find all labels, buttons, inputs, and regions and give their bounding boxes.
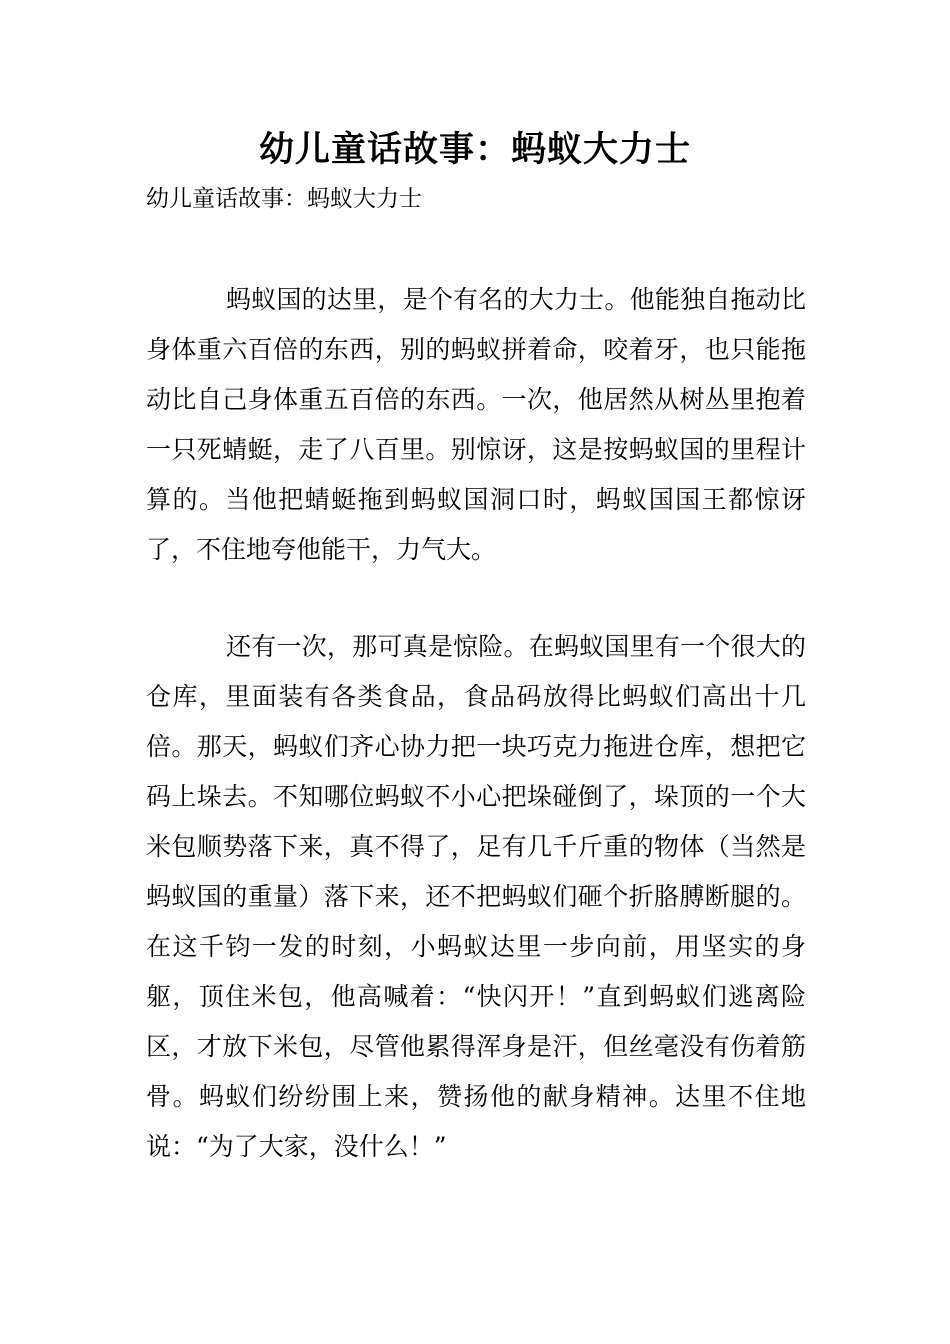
story-paragraph-2: 还有一次，那可真是惊险。在蚂蚁国里有一个很大的仓库，里面装有各类食品，食品码放得比蚂蚁们高出十几倍。那天，蚂蚁们齐心协力把一块巧克力拖进仓库，想把它码上垛去。不知哪位蚂蚁不小心把垛碰倒了，垛顶的一个大米包顺势落下来，真不得了，足有几千斤重的物体（当然是蚂蚁国的重量）落下来，还不把蚂蚁们砸个折胳膊断腿的。在这千钧一发的时刻，小蚂蚁达里一步向前，用坚实的身躯，顶住米包，他高喊着：“快闪开！”直到蚂蚁们逃离险区，才放下米包，尽管他累得浑身是汗，但丝毫没有伤着筋骨。蚂蚁们纷纷围上来，赞扬他的献身精神。达里不住地说：“为了大家，没什么！” <box>146 632 806 1161</box>
document-title: 幼儿童话故事：蚂蚁大力士 <box>258 130 691 170</box>
story-paragraph-1: 蚂蚁国的达里，是个有名的大力士。他能独自拖动比身体重六百倍的东西，别的蚂蚁拼着命，咬着牙，也只能拖动比自己身体重五百倍的东西。一次，他居然从树丛里抱着一只死蜻蜓，走了八百里。别惊讶，这是按蚂蚁国的里程计算的。当他把蜻蜓拖到蚂蚁国洞口时，蚂蚁国国王都惊讶了，不住地夸他能干，力气大。 <box>146 285 806 564</box>
document-subtitle: 幼儿童话故事：蚂蚁大力士 <box>146 186 422 212</box>
